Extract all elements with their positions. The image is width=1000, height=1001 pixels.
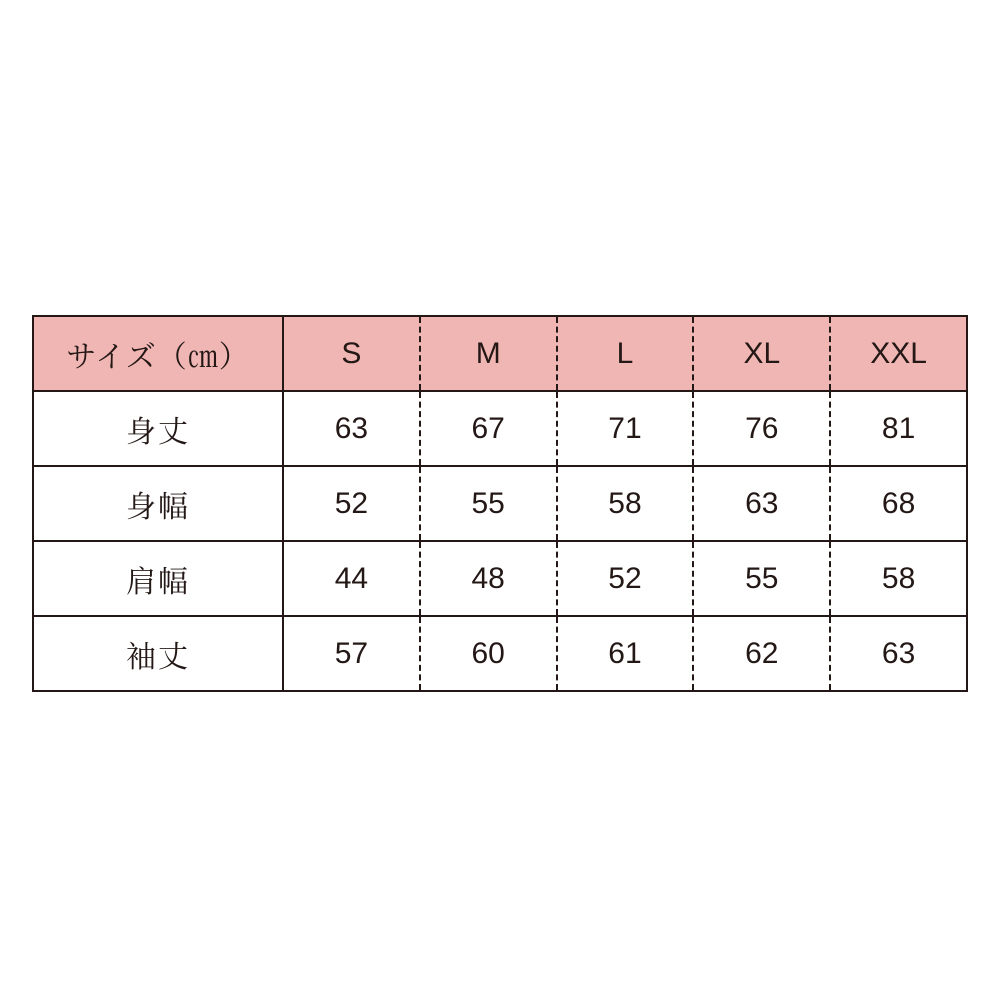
cell-body-width-l: 58 (557, 466, 694, 541)
header-size-m: M (420, 316, 557, 391)
cell-shoulder-width-xl: 55 (693, 541, 830, 616)
table-header (33, 316, 967, 391)
row-label-body-length: 身丈 (33, 391, 283, 466)
row-label-shoulder-width: 肩幅 (33, 541, 283, 616)
cell-shoulder-width-s: 44 (283, 541, 420, 616)
cell-sleeve-length-s: 57 (283, 616, 420, 691)
table-header-row (33, 316, 967, 391)
table-row (33, 466, 967, 541)
cell-body-length-l: 71 (557, 391, 694, 466)
cell-sleeve-length-xxl: 63 (830, 616, 967, 691)
cell-body-length-xxl: 81 (830, 391, 967, 466)
cell-body-width-xxl: 68 (830, 466, 967, 541)
cell-shoulder-width-l: 52 (557, 541, 694, 616)
size-chart (32, 315, 968, 692)
cell-sleeve-length-m: 60 (420, 616, 557, 691)
cell-body-width-s: 52 (283, 466, 420, 541)
header-size-label: サイズ（㎝） (33, 316, 283, 391)
header-size-xl: XL (693, 316, 830, 391)
cell-sleeve-length-l: 61 (557, 616, 694, 691)
cell-body-width-m: 55 (420, 466, 557, 541)
cell-body-length-m: 67 (420, 391, 557, 466)
size-table (32, 315, 968, 692)
table-body (33, 391, 967, 691)
table-row (33, 391, 967, 466)
header-size-xxl: XXL (830, 316, 967, 391)
cell-shoulder-width-xxl: 58 (830, 541, 967, 616)
table-row (33, 616, 967, 691)
row-label-body-width: 身幅 (33, 466, 283, 541)
cell-sleeve-length-xl: 62 (693, 616, 830, 691)
table-row (33, 541, 967, 616)
header-size-s: S (283, 316, 420, 391)
cell-body-length-xl: 76 (693, 391, 830, 466)
cell-shoulder-width-m: 48 (420, 541, 557, 616)
header-size-l: L (557, 316, 694, 391)
row-label-sleeve-length: 袖丈 (33, 616, 283, 691)
cell-body-width-xl: 63 (693, 466, 830, 541)
cell-body-length-s: 63 (283, 391, 420, 466)
